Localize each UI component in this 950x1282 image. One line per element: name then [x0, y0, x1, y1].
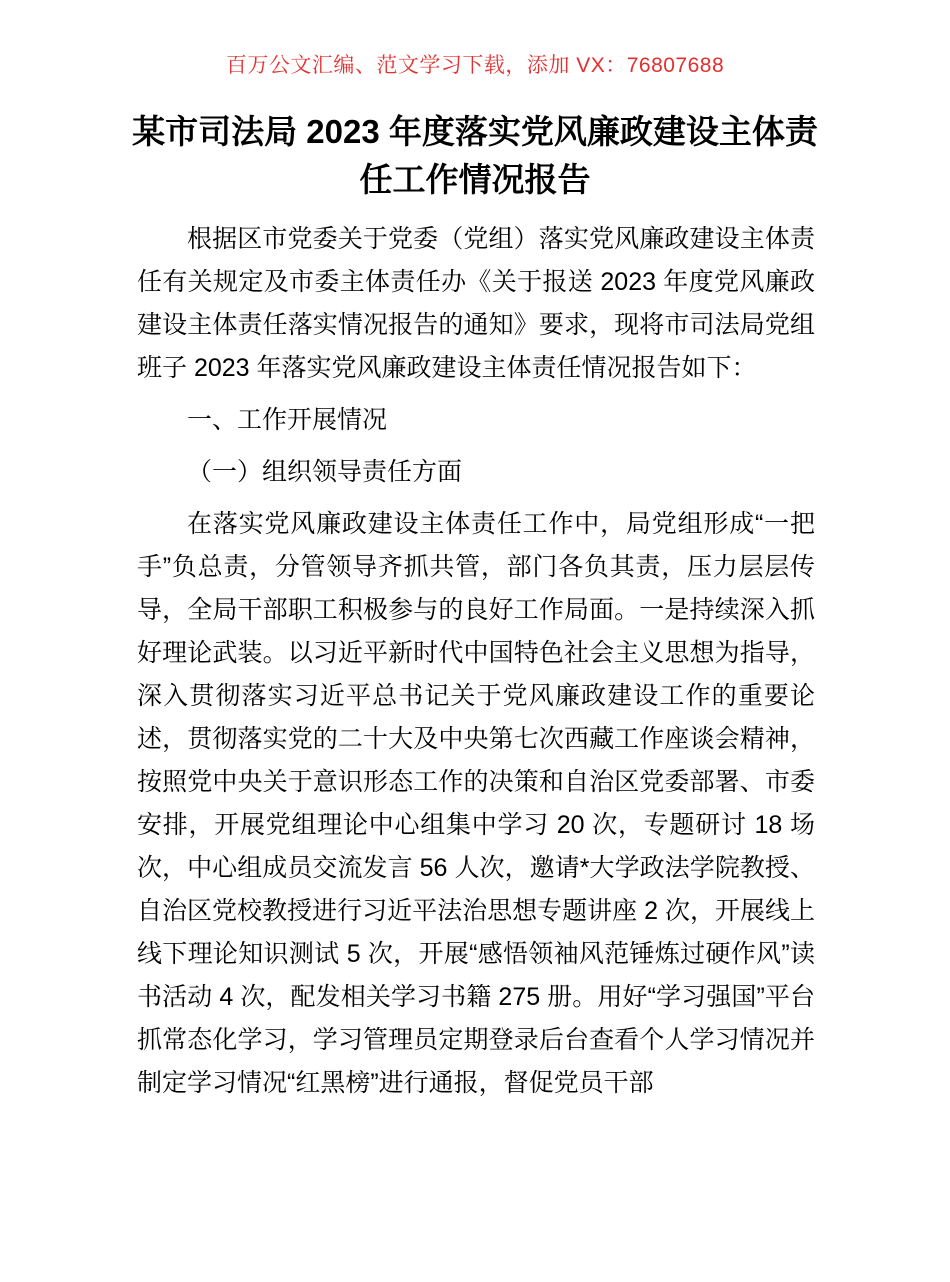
document-body	[137, 218, 815, 1105]
notice-banner: 百万公文汇编、范文学习下载，添加 VX：76807688	[225, 54, 725, 77]
paragraph-intro: 根据区市党委关于党委（党组）落实党风廉政建设主体责任有关规定及市委主体责任办《关于报送 2023 年度党风廉政建设主体责任落实情况报告的通知》要求，现将市司法局党组班子 2023 年落实党风廉政建设主体责任情况报告如下：	[137, 225, 815, 382]
heading-section-1: 一、工作开展情况	[187, 406, 388, 434]
document-title: 某市司法局 2023 年度落实党风廉政建设主体责任工作情况报告	[132, 113, 818, 198]
heading-subsection-1-1: （一）组织领导责任方面	[187, 458, 463, 486]
paragraph-section-body: 在落实党风廉政建设主体责任工作中，局党组形成“一把手”负总责，分管领导齐抓共管，部门各负其责，压力层层传导，全局干部职工积极参与的良好工作局面。一是持续深入抓好理论武装。以习近平新时代中国特色社会主义思想为指导，深入贯彻落实习近平总书记关于党风廉政建设工作的重要论述，贯彻落实党的二十大及中央第七次西藏工作座谈会精神，按照党中央关于意识形态工作的决策和自治区党委部署、市委安排，开展党组理论中心组集中学习 20 次，专题研讨 18 场次，中心组成员交流发言 56 人次，邀请*大学政法学院教授、自治区党校教授进行习近平法治思想专题讲座 2 次，开展线上线下理论知识测试 5 次，开展“感悟领袖风范锤炼过硬作风”读书活动 4 次，配发相关学习书籍 275 册。用好“学习强国”平台抓常态化学习，学习管理员定期登录后台查看个人学习情况并制定学习情况“红黑榜”进行通报，督促党员干部	[137, 510, 815, 1097]
